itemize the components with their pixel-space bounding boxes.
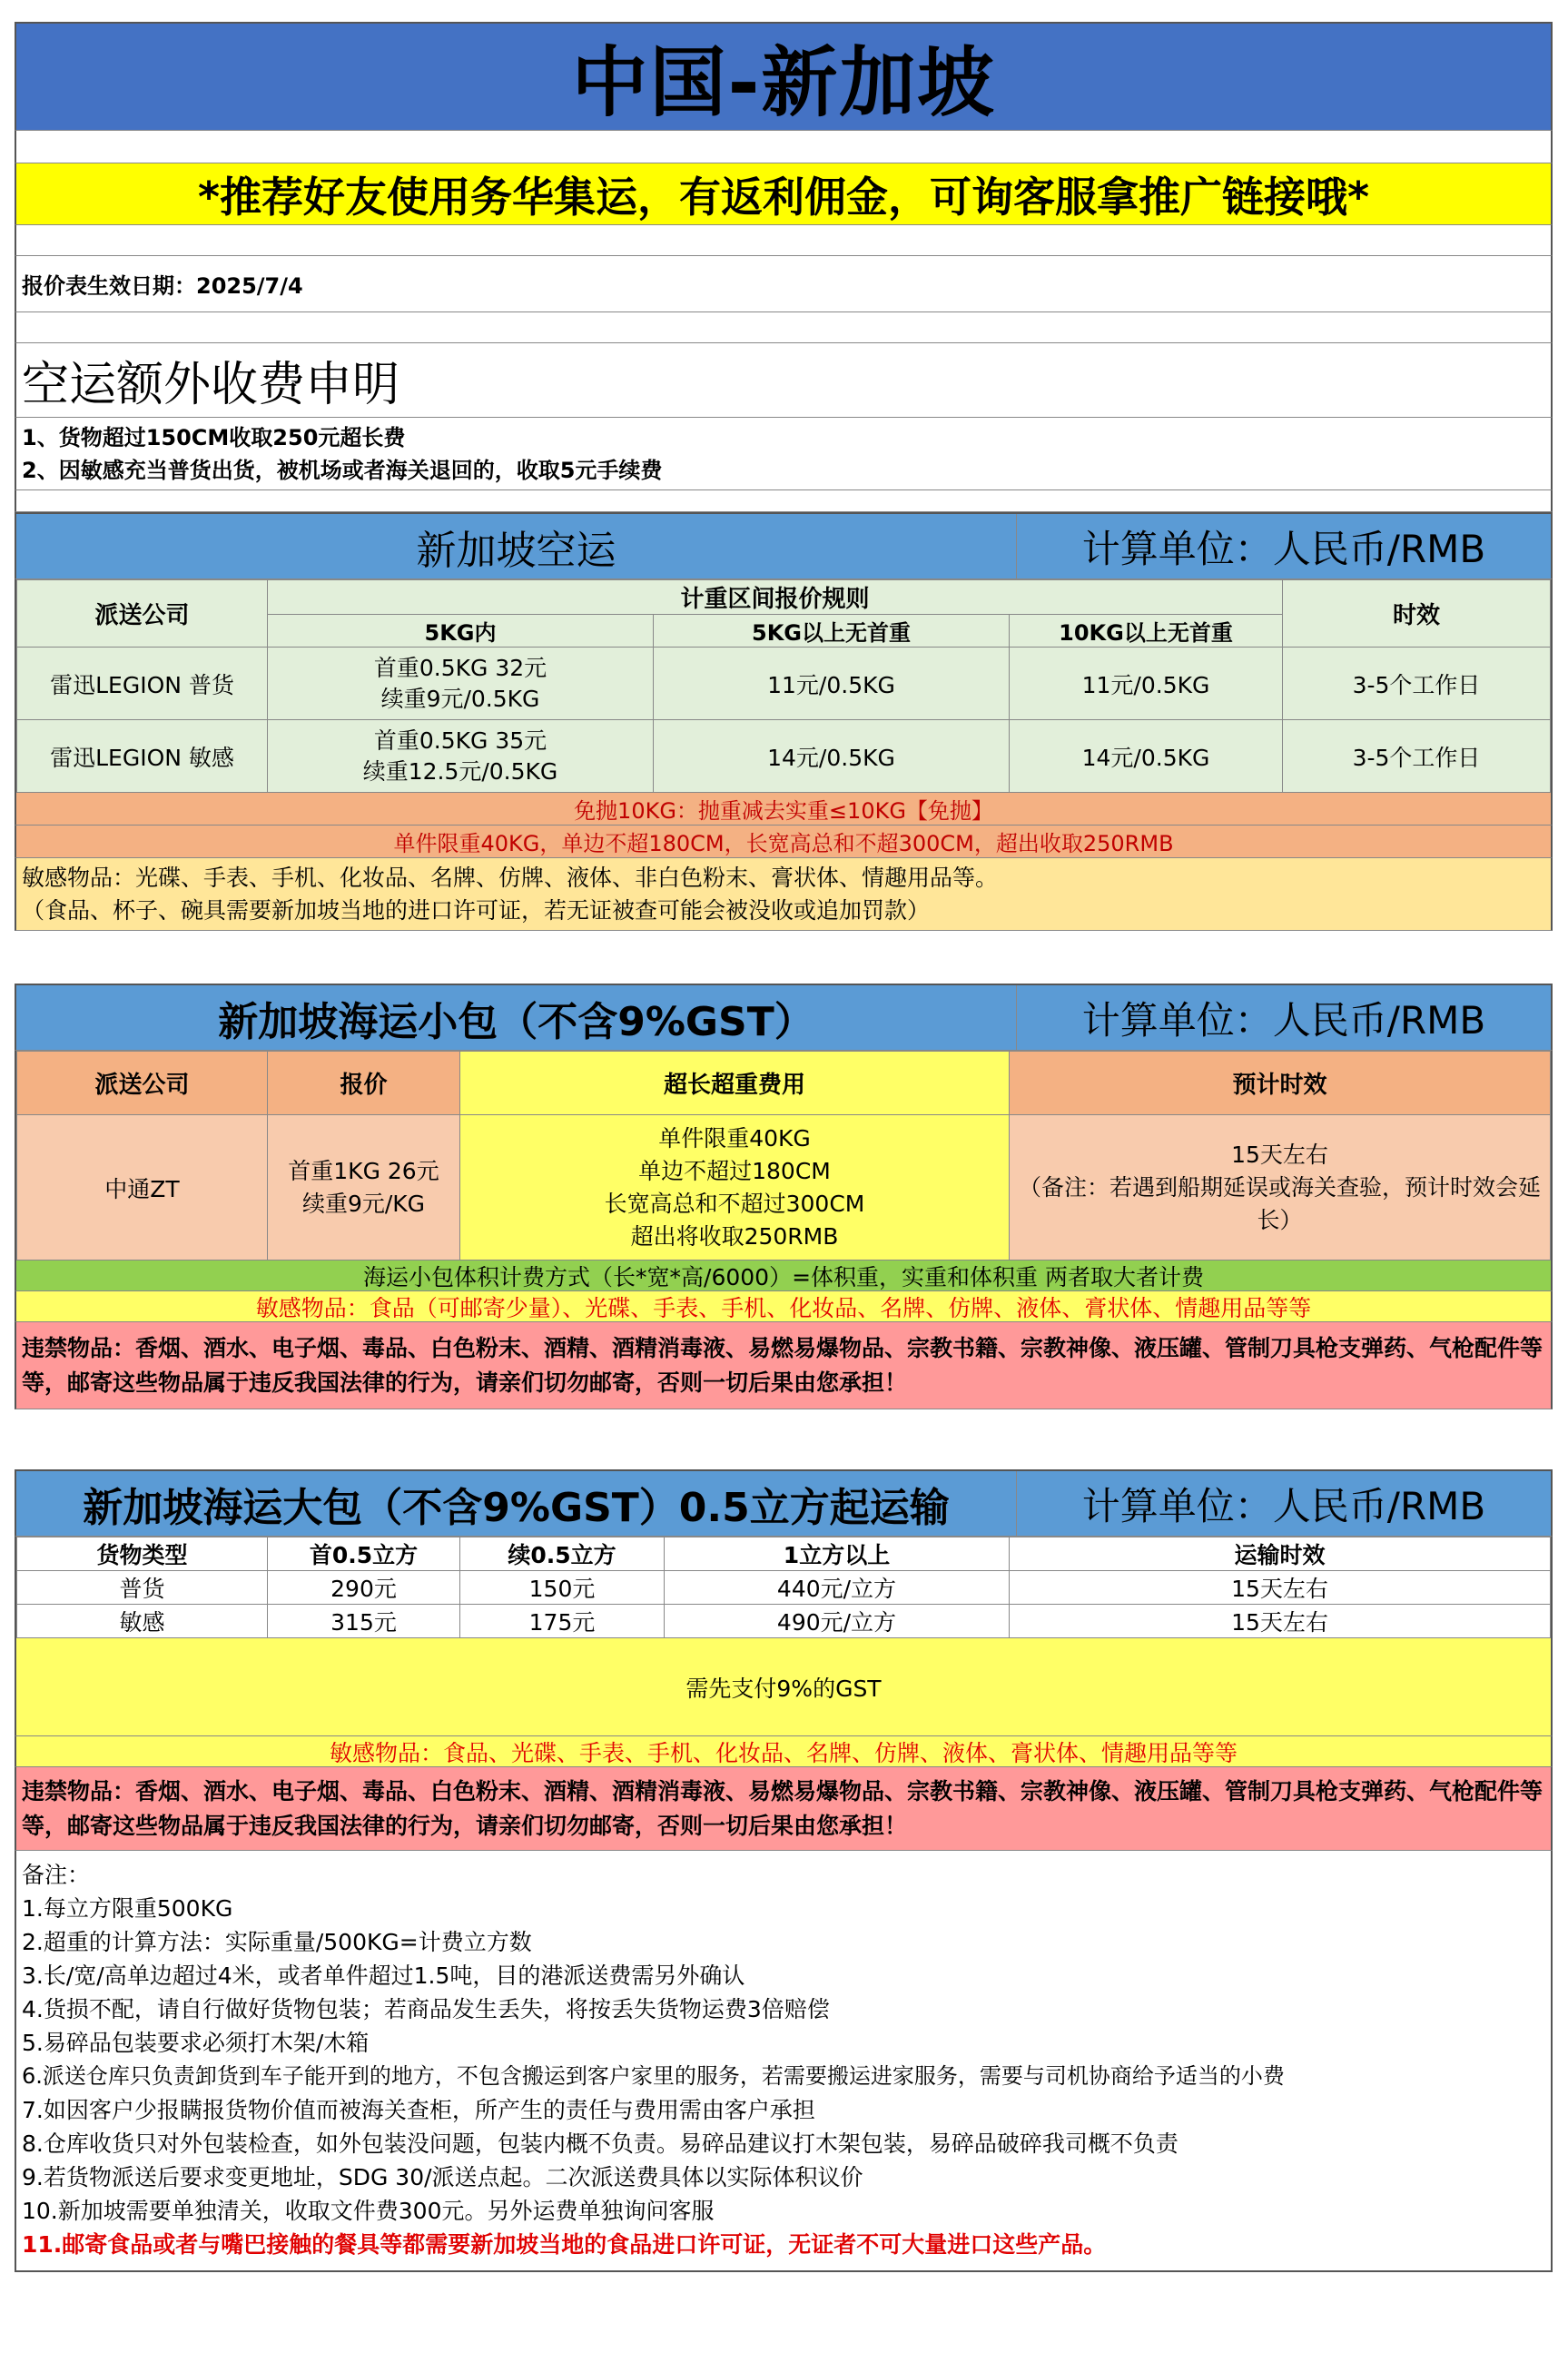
sea-small-table (15, 1051, 1553, 1261)
sea-big-col-next: 续0.5立方 (460, 1537, 665, 1571)
air-sensitive: 敏感物品：光碟、手表、手机、化妆品、名牌、仿牌、液体、非白色粉末、膏状体、情趣用品等。 （食品、杯子、碗具需要新加坡当地的进口许可证，若无证被查可能会被没收或追加罚款） (15, 858, 1553, 931)
sea-big-remarks (15, 1851, 1553, 2272)
air-extra-heading-row (15, 343, 1553, 418)
air-time: 3-5个工作日 (1283, 720, 1551, 793)
air-5kg: 首重0.5KG 32元 续重9元/0.5KG (268, 648, 654, 720)
air-col-5kg: 5KG内 (268, 615, 654, 648)
sea-small-col-price: 报价 (268, 1052, 460, 1115)
sea-big-gst: 需先支付9%的GST (15, 1638, 1553, 1736)
sea-small-col-time: 预计时效 (1010, 1052, 1551, 1115)
sea-small-banned: 违禁物品：香烟、酒水、电子烟、毒品、白色粉末、酒精、酒精消毒液、易燃易爆物品、宗教书籍、宗教神像、液压罐、管制刀具枪支弹药、气枪配件等等，邮寄这些物品属于违反我国法律的行为，请亲们切勿邮寄，否则一切后果由您承担！ (15, 1322, 1553, 1409)
table-row (17, 648, 1551, 720)
sea-small-over: 单件限重40KG 单边不超过180CM 长宽高总和不超过300CM 超出将收取250RMB (460, 1115, 1010, 1261)
page-title: 中国-新加坡 (571, 38, 996, 127)
air-extra-items (15, 418, 1553, 490)
remark-item: 3.长/宽/高单边超过4米，或者单件超过1.5吨，目的港派送费需另外确认 (22, 1962, 745, 1989)
remark-item-last: 11.邮寄食品或者与嘴巴接触的餐具等都需要新加坡当地的食品进口许可证，无证者不可大量进口这些产品。 (22, 2231, 1107, 2258)
blank-row (15, 225, 1553, 256)
sea-big-banned: 违禁物品：香烟、酒水、电子烟、毒品、白色粉末、酒精、酒精消毒液、易燃易爆物品、宗教书籍、宗教神像、液压罐、管制刀具枪支弹药、气枪配件等等，邮寄这些物品属于违反我国法律的行为，请亲们切勿邮寄，否则一切后果由您承担！ (15, 1767, 1553, 1851)
sea-big-col-first: 首0.5立方 (268, 1537, 460, 1571)
sea-small-price: 首重1KG 26元 续重9元/KG (268, 1115, 460, 1261)
effective-date: 报价表生效日期：2025/7/4 (22, 273, 303, 299)
remark-item: 7.如因客户少报瞒报货物价值而被海关查柜，所产生的责任与费用需由客户承担 (22, 2097, 815, 2123)
air-5kg-up: 11元/0.5KG (654, 648, 1010, 720)
sea-small-title: 新加坡海运小包（不含9%GST） (16, 985, 1017, 1050)
blank-row (15, 131, 1553, 163)
air-col-10kg-up: 10KG以上无首重 (1010, 615, 1283, 648)
title-bar (15, 22, 1553, 131)
promo-text: *推荐好友使用务华集运，有返利佣金，可询客服拿推广链接哦* (197, 172, 1370, 222)
sea-small-title-row (15, 984, 1553, 1051)
remark-item: 1.每立方限重500KG (22, 1895, 233, 1922)
air-company: 雷迅LEGION 敏感 (17, 720, 268, 793)
air-extra-heading: 空运额外收费申明 (22, 358, 400, 412)
blank-row (15, 490, 1553, 512)
air-col-rule: 计重区间报价规则 (268, 580, 1283, 615)
air-time: 3-5个工作日 (1283, 648, 1551, 720)
sea-small-volume-note: 海运小包体积计费方式（长*宽*高/6000）=体积重，实重和体积重 两者取大者计费 (15, 1261, 1553, 1291)
blank-row (15, 312, 1553, 343)
air-company: 雷迅LEGION 普货 (17, 648, 268, 720)
sea-big-title: 新加坡海运大包（不含9%GST）0.5立方起运输 (16, 1471, 1017, 1536)
air-5kg-up: 14元/0.5KG (654, 720, 1010, 793)
air-10kg-up: 11元/0.5KG (1010, 648, 1283, 720)
effective-date-row (15, 256, 1553, 312)
sea-big-col-type: 货物类型 (17, 1537, 268, 1571)
air-limit-note: 单件限重40KG，单边不超180CM，长宽高总和不超300CM，超出收取250RMB (15, 826, 1553, 858)
price-sheet (15, 22, 1553, 2272)
sea-small-time: 15天左右 （备注：若遇到船期延误或海关查验，预计时效会延长） (1010, 1115, 1551, 1261)
sea-small-col-over: 超长超重费用 (460, 1052, 1010, 1115)
air-title-row (15, 512, 1553, 579)
air-extra-item: 2、因敏感充当普货出货，被机场或者海关退回的，收取5元手续费 (22, 457, 663, 483)
sea-big-col-over1: 1立方以上 (665, 1537, 1010, 1571)
sea-big-col-time: 运输时效 (1010, 1537, 1551, 1571)
table-row: 普货 290元 150元 440元/立方 15天左右 (17, 1571, 1551, 1605)
air-col-5kg-up: 5KG以上无首重 (654, 615, 1010, 648)
remark-item: 5.易碎品包装要求必须打木架/木箱 (22, 2030, 370, 2056)
sea-big-sensitive: 敏感物品：食品、光碟、手表、手机、化妆品、名牌、仿牌、液体、膏状体、情趣用品等等 (15, 1736, 1553, 1767)
remark-item: 8.仓库收货只对外包装检查，如外包装没问题，包装内概不负责。易碎品建议打木架包装，易碎品破碎我司概不负责 (22, 2131, 1178, 2157)
air-table (15, 579, 1553, 793)
air-title: 新加坡空运 (16, 514, 1017, 578)
sea-big-table (15, 1537, 1553, 1638)
air-10kg-up: 14元/0.5KG (1010, 720, 1283, 793)
section-gap (15, 931, 1553, 984)
sea-small-company: 中通ZT (17, 1115, 268, 1261)
remarks-title: 备注： (22, 1862, 91, 1888)
sea-small-sensitive: 敏感物品：食品（可邮寄少量）、光碟、手表、手机、化妆品、名牌、仿牌、液体、膏状体、情趣用品等等 (15, 1291, 1553, 1322)
remark-item: 4.货损不配，请自行做好货物包装；若商品发生丢失，将按丢失货物运费3倍赔偿 (22, 1996, 830, 2022)
promo-bar (15, 163, 1553, 225)
sea-small-unit: 计算单位：人民币/RMB (1081, 997, 1486, 1043)
sea-big-title-row (15, 1469, 1553, 1537)
remark-item: 10.新加坡需要单独清关，收取文件费300元。另外运费单独询问客服 (22, 2198, 715, 2224)
sea-small-col-company: 派送公司 (17, 1052, 268, 1115)
table-row (17, 1115, 1551, 1261)
table-row: 敏感 315元 175元 490元/立方 15天左右 (17, 1605, 1551, 1638)
sea-big-unit: 计算单位：人民币/RMB (1081, 1483, 1486, 1528)
air-throw-note: 免抛10KG：抛重减去实重≤10KG【免抛】 (15, 793, 1553, 826)
remark-item: 6.派送仓库只负责卸货到车子能开到的地方，不包含搬运到客户家里的服务，若需要搬运进家服务，需要与司机协商给予适当的小费 (22, 2063, 1285, 2089)
section-gap (15, 1409, 1553, 1469)
air-unit: 计算单位：人民币/RMB (1081, 526, 1486, 571)
air-5kg: 首重0.5KG 35元 续重12.5元/0.5KG (268, 720, 654, 793)
air-extra-item: 1、货物超过150CM收取250元超长费 (22, 424, 406, 450)
air-col-company: 派送公司 (17, 580, 268, 648)
table-row (17, 720, 1551, 793)
remark-item: 2.超重的计算方法：实际重量/500KG=计费立方数 (22, 1929, 532, 1955)
remark-item: 9.若货物派送后要求变更地址，SDG 30/派送点起。二次派送费具体以实际体积议价 (22, 2164, 863, 2190)
air-col-time: 时效 (1283, 580, 1551, 648)
